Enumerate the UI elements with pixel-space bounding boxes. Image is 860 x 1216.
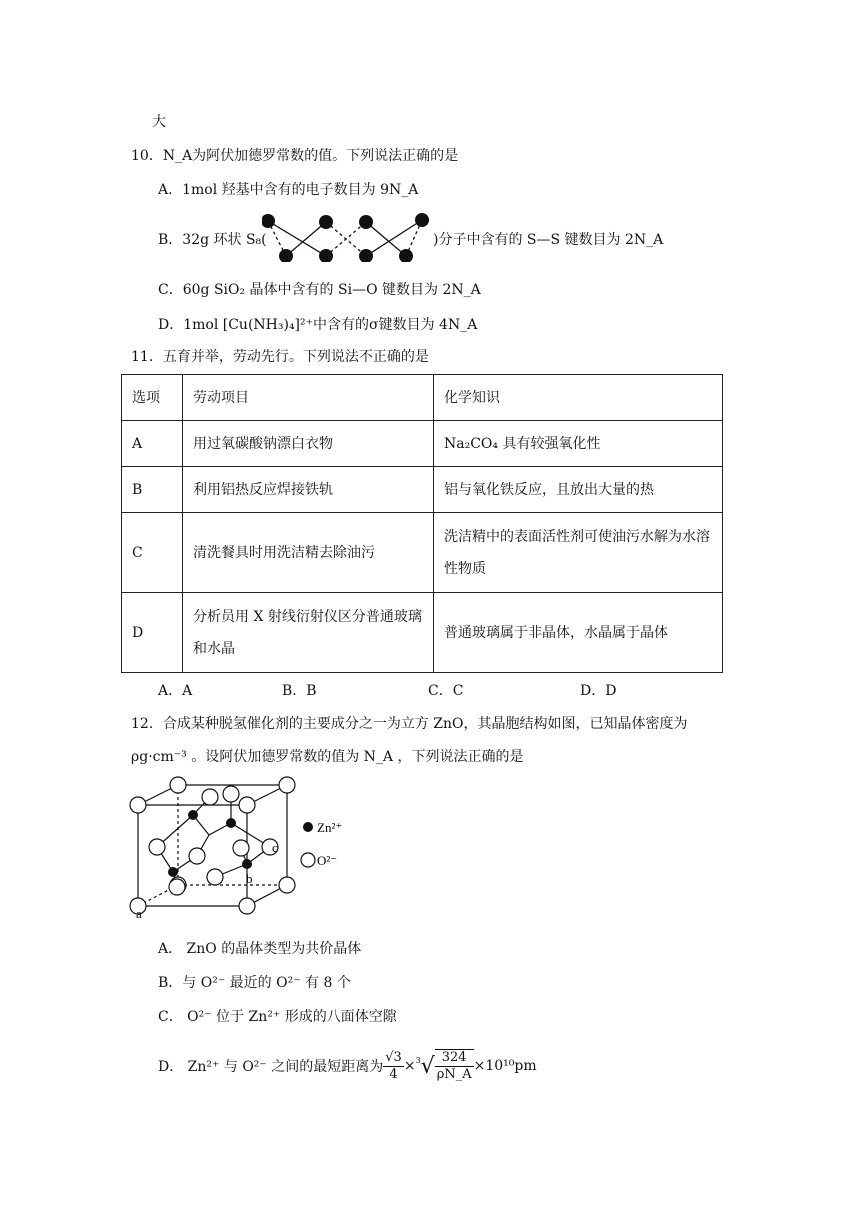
table-row (122, 421, 723, 467)
table-cell: 用过氧碳酸钠漂白衣物 (183, 421, 434, 467)
table-cell: 铝与氧化铁反应，且放出大量的热 (434, 467, 723, 513)
table-cell: 分析员用 X 射线衍射仪区分普通玻璃和水晶 (183, 593, 434, 673)
legend-zinc-label: Zn²⁺ (317, 820, 343, 835)
oxide-ion (279, 877, 295, 893)
q10-option-b-suffix: )分子中含有的 S—S 键数目为 2N_A (433, 232, 664, 248)
table-cell: A (122, 421, 183, 467)
q10-stem: 10．N_A为阿伏加德罗常数的值。下列说法正确的是 (131, 148, 459, 164)
q11-options (158, 680, 758, 700)
oxide-ion (149, 839, 165, 855)
oxide-ion (169, 879, 185, 895)
sulfur-atom (262, 214, 275, 228)
oxide-ion (130, 797, 146, 813)
radical-sign: √ (420, 1053, 435, 1079)
table-cell: 洗洁精中的表面活性剂可使油污水解为水溶性物质 (434, 513, 723, 593)
oxide-ion (223, 786, 239, 802)
oxide-ion (207, 869, 223, 885)
zinc-ion (242, 859, 252, 869)
oxide-ion (202, 789, 218, 805)
fraction-numerator: √3 (385, 1049, 402, 1065)
q12-stem-line2: ρg·cm⁻³ 。设阿伏加德罗常数的值为 N_A ，下列说法正确的是 (131, 749, 524, 765)
q10-option-b-prefix: B．32g 环状 S₈( (158, 232, 267, 248)
table-row (122, 593, 723, 673)
radicand-numerator: 324 (435, 1050, 474, 1067)
q11-option-c: C．C (428, 683, 464, 699)
legend-oxide-label: O²⁻ (317, 853, 338, 868)
root-index: 3 (415, 1055, 421, 1065)
zinc-ion (188, 810, 198, 820)
times-sign: × (403, 1058, 416, 1074)
sulfur-atom (279, 249, 293, 262)
fraction-denominator: 4 (389, 1066, 398, 1082)
q11-option-a: A．A (158, 683, 193, 699)
sulfur-atom (319, 215, 333, 229)
q12-option-a: A． ZnO 的晶体类型为共价晶体 (158, 941, 362, 957)
sulfur-atom (319, 249, 333, 262)
oxide-ion (239, 898, 255, 914)
s8-ring-structure (262, 210, 434, 262)
table-header-cell: 选项 (122, 375, 183, 421)
table-row (122, 513, 723, 593)
q10-option-c: C．60g SiO₂ 晶体中含有的 Si—O 键数目为 2N_A (158, 282, 481, 298)
oxide-ion (239, 797, 255, 813)
oxide-ion (170, 777, 186, 793)
table-header-cell: 化学知识 (434, 375, 723, 421)
zno-unit-cell-diagram (125, 770, 355, 920)
table-row (122, 467, 723, 513)
table-cell: 利用铝热反应焊接铁轨 (183, 467, 434, 513)
table-header-cell: 劳动项目 (183, 375, 434, 421)
distance-fraction (383, 1050, 404, 1083)
q10-option-d: D．1mol [Cu(NH₃)₄]²⁺中含有的σ键数目为 4N_A (158, 317, 478, 333)
oxide-ion (279, 777, 295, 793)
q12-option-d-prefix: D． Zn²⁺ 与 O²⁻ 之间的最短距离为 (158, 1059, 384, 1075)
table-cell: C (122, 513, 183, 593)
sulfur-atom (359, 249, 373, 262)
oxide-ion (189, 848, 205, 864)
radicand-fraction (435, 1049, 474, 1083)
q12-stem-line1: 12．合成某种脱氢催化剂的主要成分之一为立方 ZnO，其晶胞结构如图，已知晶体密度为 (131, 716, 688, 732)
sulfur-atom (399, 249, 413, 262)
q11-option-d: D．D (580, 683, 617, 699)
q12-option-c: C． O²⁻ 位于 Zn²⁺ 形成的八面体空隙 (158, 1009, 397, 1025)
legend-oxide-marker (301, 853, 315, 867)
table-cell: Na₂CO₄ 具有较强氧化性 (434, 421, 723, 467)
label-c: c (272, 840, 278, 855)
table-cell: 清洗餐具时用洗洁精去除油污 (183, 513, 434, 593)
q10-option-a: A．1mol 羟基中含有的电子数目为 9N_A (158, 182, 419, 198)
q11-table (121, 374, 723, 673)
radicand-denominator: ρN_A (436, 1067, 472, 1082)
sulfur-atom (415, 213, 429, 227)
label-a: a (136, 906, 142, 920)
sulfur-atom (359, 215, 373, 229)
q11-option-b: B．B (282, 683, 317, 699)
zinc-ion (226, 818, 236, 828)
oxide-ion (233, 840, 249, 856)
label-b: b (246, 871, 253, 886)
q11-stem: 11．五育并举，劳动先行。下列说法不正确的是 (131, 349, 429, 365)
table-cell: B (122, 467, 183, 513)
q12-option-d-suffix: ×10¹⁰pm (473, 1058, 537, 1074)
q12-option-b: B．与 O²⁻ 最近的 O²⁻ 有 8 个 (158, 975, 351, 991)
table-cell: D (122, 593, 183, 673)
q12-option-d (158, 1044, 537, 1088)
legend-zinc-marker (303, 822, 313, 832)
table-header-row (122, 375, 723, 421)
table-cell: 普通玻璃属于非晶体，水晶属于晶体 (434, 593, 723, 673)
zinc-ion (168, 867, 178, 877)
previous-question-tail: 大 (152, 114, 166, 130)
